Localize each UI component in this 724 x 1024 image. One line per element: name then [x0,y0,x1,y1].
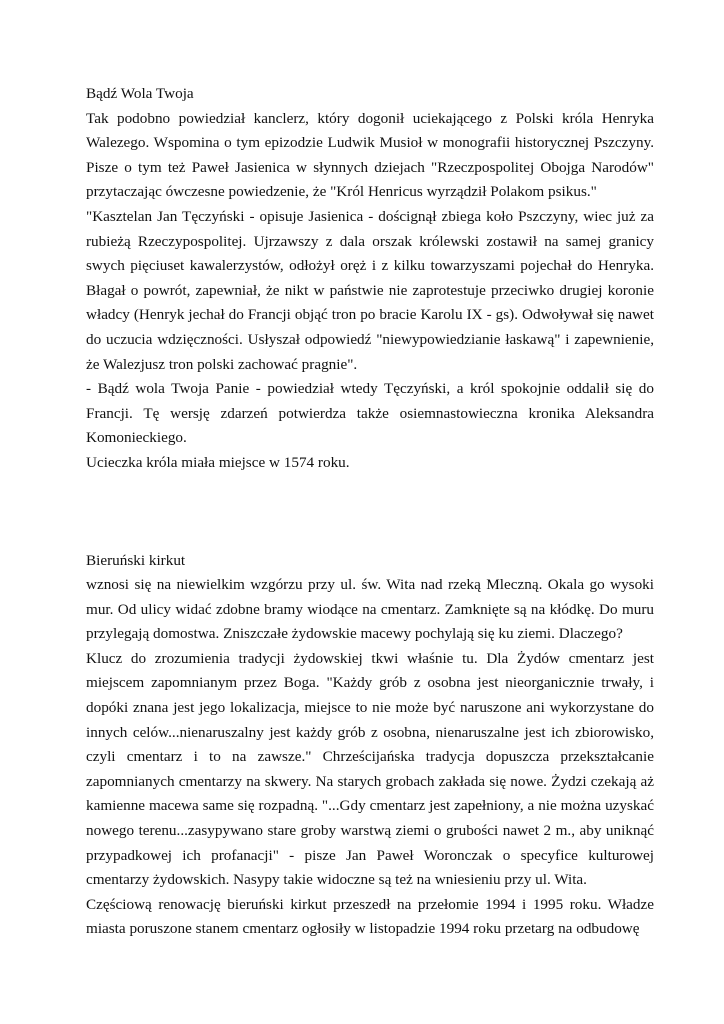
paragraph: Częściową renowację bieruński kirkut przeszedł na przełomie 1994 i 1995 roku. Władze miasta poruszone stanem cmentarz ogłosiły w listopadzie 1994 roku przetarg na odbudowę [86,895,654,938]
paragraph: Klucz do zrozumienia tradycji żydowskiej tkwi właśnie tu. Dla Żydów cmentarz jest miejscem zapomnianym przez Boga. "Każdy grób z osobna jest nieorganicznie trwały, i dopóki znana jest jego lokalizacja, miejsce to nie może być naruszone ani wykorzystane do innych celów...nienaruszalny jest każdy grób z osobna, nienaruszalne jest ich zbiorowisko, czyli cmentarz i to na zawsze." Chrześcijańska tradycja dopuszcza przekształcanie zapomnianych cmentarzy na skwery. Na starych grobach zakłada się nowe. Żydzi czekają aż kamienne macewa same się rozpadną. "...Gdy cmentarz jest zapełniony, a nie można uzyskać nowego terenu...zasypywano stare groby warstwą ziemi o grubości nawet 2 m., aby uniknąć przypadkowej ich profanacji" - pisze Jan Paweł Woronczak o specyfice kulturowej cmentarzy żydowskich. Nasypy takie widoczne są też na wniesieniu przy ul. Wita. [86,649,654,889]
paragraph: Ucieczka króla miała miejsce w 1574 roku. [86,453,350,471]
paragraph: wznosi się na niewielkim wzgórzu przy ul. św. Wita nad rzeką Mleczną. Okala go wysoki mur. Od ulicy widać zdobne bramy wiodące na cmentarz. Zamknięte są na kłódkę. Do muru przylegają domostwa. Zniszczałe żydowskie macewy pochylają się ku ziemi. Dlaczego? [86,576,654,643]
section-title: Bądź Wola Twoja [86,85,194,102]
paragraph: Tak podobno powiedział kanclerz, który dogonił uciekającego z Polski króla Henryka Walezego. Wspomina o tym epizodzie Ludwik Musioł w monografii historycznej Pszczyny. Pisze o tym też Paweł Jasienica w słynnych dziejach "Rzeczpospolitej Obojga Narodów" przytaczając ówczesne powiedzenie, że "Król Henricus wyrządził Polakom psikus." [86,109,654,201]
paragraph: "Kasztelan Jan Tęczyński - opisuje Jasienica - doścignął zbiega koło Pszczyny, wiec już za rubieżą Rzeczypospolitej. Ujrzawszy z dala orszak królewski zostawił na samej granicy swych pięciuset kawalerzystów, odłożył oręż i z kilku towarzyszami pojechał do Henryka. Błagał o powrót, zapewniał, że nikt w państwie nie zaprotestuje przeciwko drugiej koronie władcy (Henryk jechał do Francji objąć tron po bracie Karolu IX - gs). Odwoływał się nawet do uczucia wdzięczności. Usłyszał odpowiedź "niewypowiedzianie łaskawą" i zapewnienie, że Walezjusz tron polski zachować pragnie". [86,207,654,373]
section-title: Bieruński kirkut [86,551,186,569]
section-gap [86,476,654,549]
document-page [86,82,654,942]
paragraph: - Bądź wola Twoja Panie - powiedział wtedy Tęczyński, a król spokojnie oddalił się do Francji. Tę wersję zdarzeń potwierdza także osiemnastowieczna kronika Aleksandra Komonieckiego. [86,380,654,447]
